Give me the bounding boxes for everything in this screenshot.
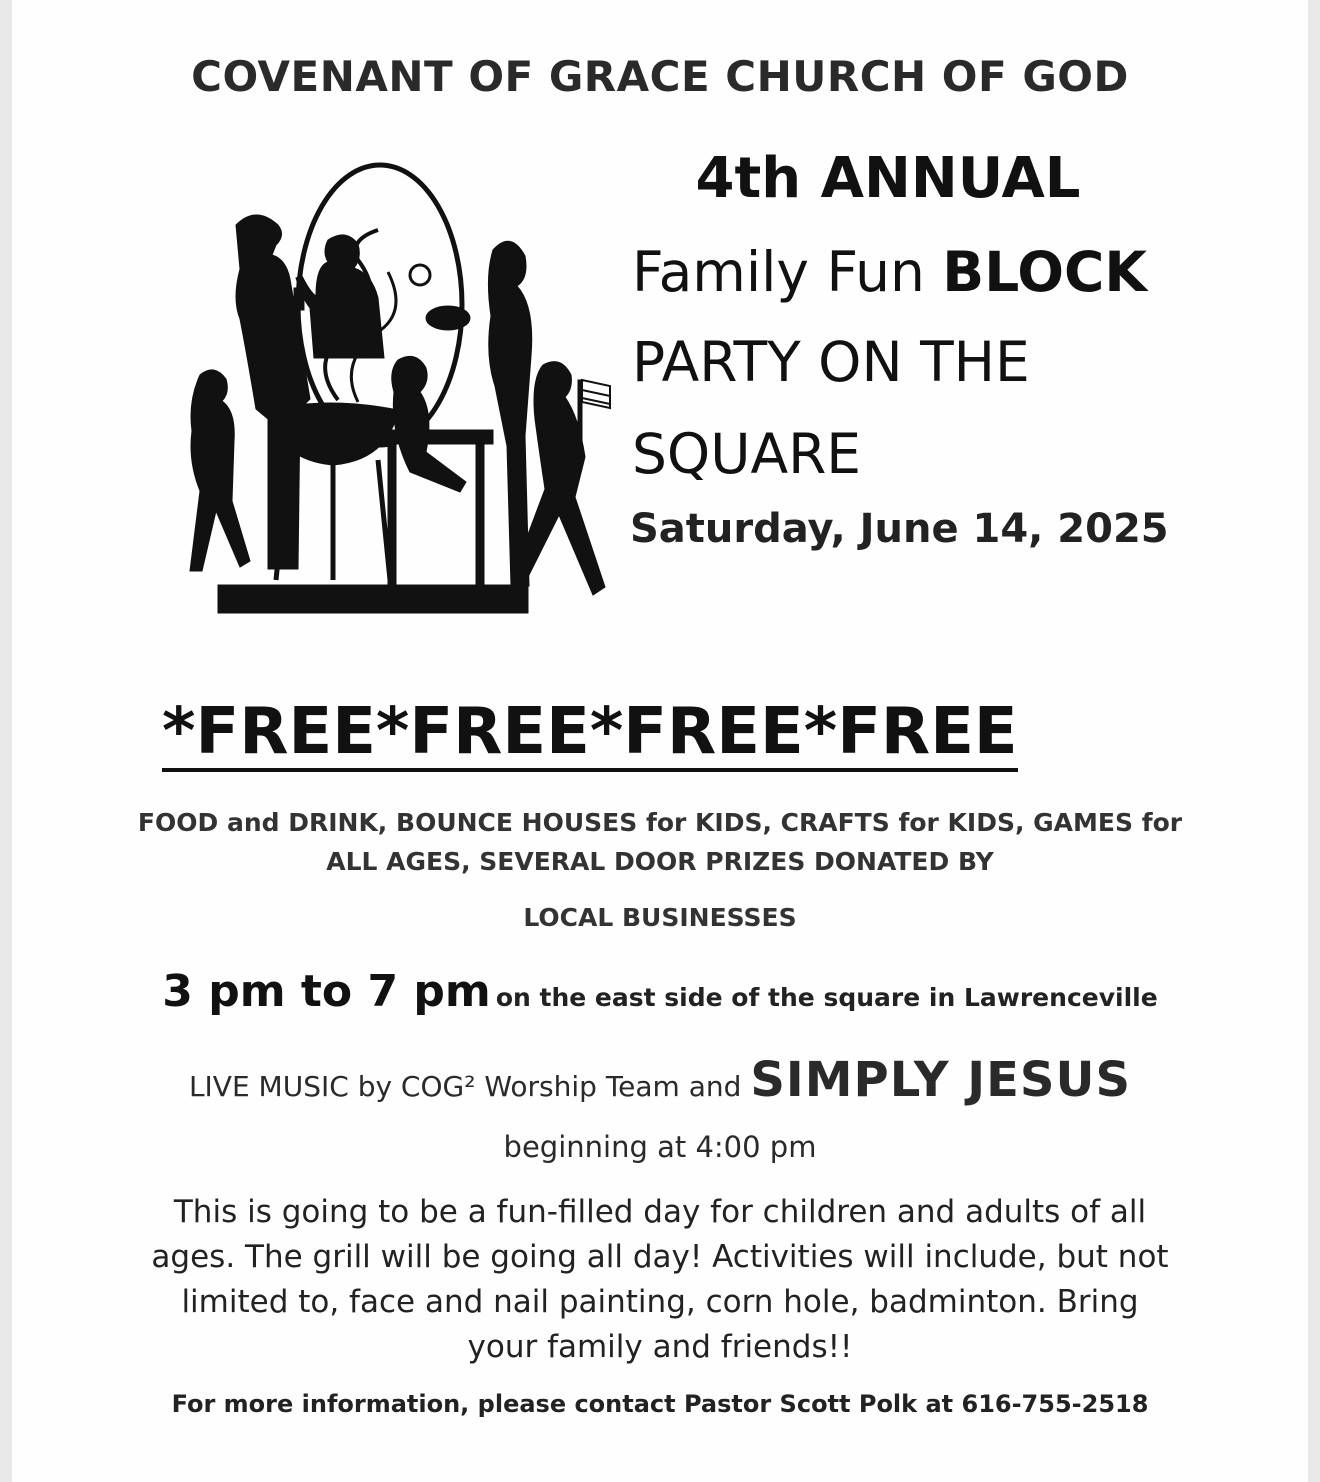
music-start-time: beginning at 4:00 pm: [503, 1130, 817, 1164]
dish-shape: [426, 306, 470, 330]
event-title-line-2: PARTY ON THE: [632, 330, 1030, 394]
event-description: This is going to be a fun-filled day for children and adults of all ages. The grill will be going all day! Activities will include, but not limited to, face and nail painting, corn hole, badminton. Bring your family and friends!!: [151, 1194, 1169, 1365]
ground-shape: [218, 585, 528, 613]
features-line-3: LOCAL BUSINESSES: [523, 903, 797, 932]
annual-heading: 4th ANNUAL: [695, 146, 1081, 211]
event-location: on the east side of the square in Lawrenceville: [495, 983, 1158, 1012]
live-music-line: [0, 1052, 1320, 1108]
features-line-1: FOOD and DRINK, BOUNCE HOUSES for KIDS, CRAFTS for KIDS, GAMES for: [137, 808, 1183, 837]
event-title-line-3: SQUARE: [632, 422, 862, 486]
seated-person-figure: [392, 356, 466, 492]
live-music-prefix: LIVE MUSIC by COG² Worship Team and: [188, 1070, 751, 1103]
church-name: COVENANT OF GRACE CHURCH OF GOD: [191, 52, 1129, 101]
event-title-line-1: [632, 240, 1147, 304]
band-name: SIMPLY JESUS: [750, 1052, 1132, 1108]
child-left-figure: [190, 370, 250, 571]
event-title-line-1-text: Family Fun: [632, 240, 943, 304]
drink-cup-shape: [294, 288, 304, 310]
event-time-location: [0, 966, 1320, 1017]
free-banner: *FREE*FREE*FREE*FREE: [162, 696, 1018, 772]
contact-info: For more information, please contact Pastor Scott Polk at 616-755-2518: [171, 1390, 1149, 1418]
family-bbq-silhouette-illustration: [158, 140, 618, 630]
event-time: 3 pm to 7 pm: [162, 966, 491, 1017]
event-title-line-1-bold: BLOCK: [942, 240, 1148, 304]
event-date: Saturday, June 14, 2025: [630, 506, 1169, 552]
features-line-2: ALL AGES, SEVERAL DOOR PRIZES DONATED BY: [326, 847, 994, 876]
woman-with-dish-figure: [488, 241, 531, 586]
